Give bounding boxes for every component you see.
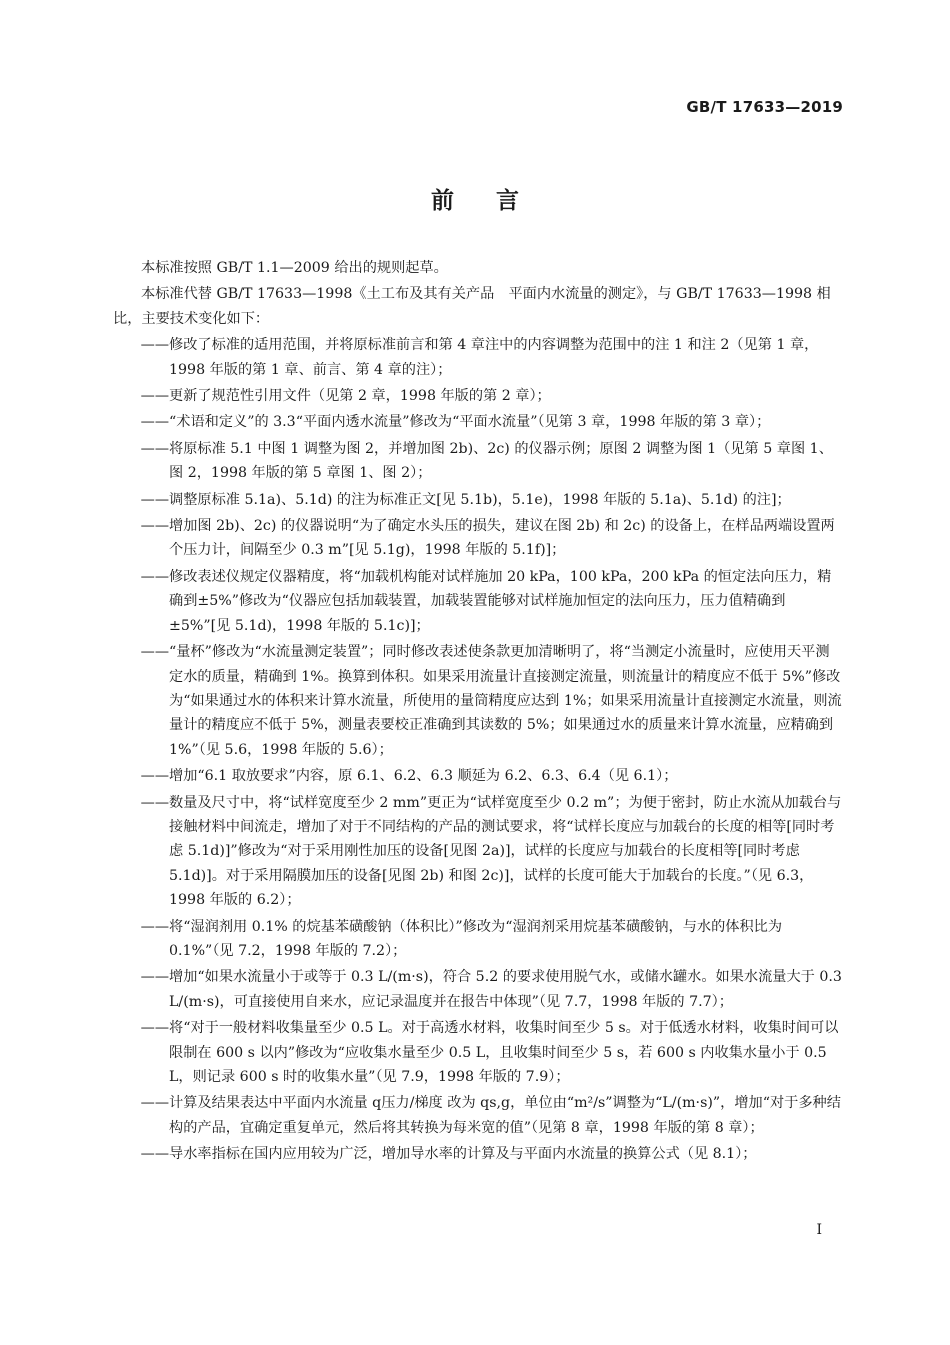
list-item: [113, 565, 843, 638]
dash-marker: ——: [140, 414, 169, 431]
dash-marker: ——: [140, 491, 169, 508]
dash-marker: ——: [140, 644, 169, 661]
foreword-body: [113, 256, 843, 1169]
dash-marker: ——: [140, 1146, 169, 1163]
list-item-text: 增加“如果水流量小于或等于 0.3 L/(m·s)，符合 5.2 的要求使用脱气水，或储水罐水。如果水流量大于 0.3 L/(m·s)，可直接使用自来水，应记录温度并在报告中体现”（见 7.7，1998 年版的 7.7）；: [169, 969, 842, 1010]
list-item: [113, 333, 843, 382]
list-item-text: 更新了规范性引用文件（见第 2 章，1998 年版的第 2 章）；: [169, 388, 551, 405]
dash-marker: ——: [140, 388, 169, 405]
list-item: [113, 384, 843, 408]
list-item: [113, 514, 843, 563]
list-item-text: 调整原标准 5.1a)、5.1d) 的注为标准正文[见 5.1b)，5.1e)，1998 年版的 5.1a)、5.1d) 的注]；: [169, 491, 791, 508]
list-item-text: 增加“6.1 取放要求”内容，原 6.1、6.2、6.3 顺延为 6.2、6.3、6.4（见 6.1）；: [169, 768, 678, 785]
list-item-text: 将“对于一般材料收集量至少 0.5 L。对于高透水材料，收集时间至少 5 s。对于低透水材料，收集时间可以限制在 600 s 以内”修改为“应收集水量至少 0.5 L，且收集时间至少 5 s，若 600 s 内收集水量小于 0.5 L，则记录 600 s 时的收集水量”（见 7.9，1998 年版的 7.9）；: [169, 1020, 839, 1085]
dash-marker: ——: [140, 918, 169, 935]
list-item-text: 数量及尺寸中，将“试样宽度至少 2 mm”更正为“试样宽度至少 0.2 m”；为便于密封，防止水流从加载台与接触材料中间流走，增加了对于不同结构的产品的测试要求，将“试样长度应与加载台的长度的相等[同时考虑 5.1d)]”修改为“对于采用刚性加压的设备[见图 2a)]，试样的长度应与加载台的长度相等[同时考虑 5.1d)]。对于采用隔膜加压的设备[见图 2b) 和图 2c)]，试样的长度可能大于加载台的长度。”（见 6.3，1998 年版的 6.2）；: [169, 794, 842, 909]
list-item: [113, 764, 843, 788]
list-item: [113, 965, 843, 1014]
list-item: [113, 1016, 843, 1089]
list-item-text: 修改了标准的适用范围，并将原标准前言和第 4 章注中的内容调整为范围中的注 1 和注 2（见第 1 章，1998 年版的第 1 章、前言、第 4 章的注）；: [169, 337, 819, 378]
paragraph: 本标准代替 GB/T 17633—1998《土工布及其有关产品 平面内水流量的测定》，与 GB/T 17633—1998 相比，主要技术变化如下：: [113, 286, 831, 327]
dash-marker: ——: [140, 794, 169, 811]
list-item-text: 计算及结果表达中平面内水流量 q压力/梯度 改为 qs,g，单位由“m²/s”调整为“L/(m·s)”，增加“对于多种结构的产品，宜确定重复单元，然后将其转换为每米宽的值”（见第 8 章，1998 年版的第 8 章）；: [169, 1095, 841, 1136]
list-item-text: 导水率指标在国内应用较为广泛，增加导水率的计算及与平面内水流量的换算公式（见 8.1）；: [169, 1146, 757, 1163]
dash-marker: ——: [140, 568, 169, 585]
dash-marker: ——: [140, 337, 169, 354]
list-item: [113, 640, 843, 762]
dash-marker: ——: [140, 440, 169, 457]
list-item-text: 将“湿润剂用 0.1% 的烷基苯磺酸钠（体积比）”修改为“湿润剂采用烷基苯磺酸钠，与水的体积比为 0.1%”（见 7.2，1998 年版的 7.2）；: [169, 918, 783, 959]
list-item: [113, 1091, 843, 1140]
dash-marker: ——: [140, 1020, 169, 1037]
list-item: [113, 791, 843, 913]
list-item-text: 增加图 2b)、2c) 的仪器说明“为了确定水头压的损失，建议在图 2b) 和 2c) 的设备上，在样品两端设置两个压力计，间隔至少 0.3 m”[见 5.1g)，1998 年版的 5.1f)]；: [169, 518, 835, 559]
list-item: [113, 488, 843, 512]
dash-marker: ——: [140, 1095, 169, 1112]
list-item-text: 将原标准 5.1 中图 1 调整为图 2，并增加图 2b)、2c) 的仪器示例；原图 2 调整为图 1（见第 5 章图 1、图 2，1998 年版的第 5 章图 1、图 2）；: [169, 440, 833, 482]
list-item: [113, 410, 843, 434]
list-item-text: “量杯”修改为“水流量测定装置”；同时修改表述使条款更加清晰明了，将“当测定小流量时，应使用天平测定水的质量，精确到 1%。换算到体积。如果采用流量计直接测定流量，则流量计的精度应不低于 5%”修改为“如果通过水的体积来计算水流量，所使用的量筒精度应达到 1%；如果采用流量计直接测定水流量，则流量计的精度应不低于 5%，测量表要校正准确到其读数的 5%；如果通过水的质量来计算水流量，应精确到 1%”（见 5.6，1998 年版的 5.6）；: [169, 644, 842, 758]
page-title: 前言: [431, 188, 561, 214]
list-item: [113, 437, 843, 486]
list-item: [113, 1142, 843, 1166]
paragraph: 本标准按照 GB/T 1.1—2009 给出的规则起草。: [141, 260, 448, 276]
standard-code: GB/T 17633—2019: [686, 98, 843, 116]
dash-marker: ——: [140, 969, 169, 986]
list-item-text: “术语和定义”的 3.3“平面内透水流量”修改为“平面水流量”（见第 3 章，1998 年版的第 3 章）；: [169, 414, 771, 431]
page-number: Ⅰ: [816, 1222, 822, 1238]
list-item: [113, 915, 843, 964]
dash-marker: ——: [140, 768, 169, 785]
dash-marker: ——: [140, 518, 169, 535]
list-item-text: 修改表述仪规定仪器精度，将“加载机构能对试样施加 20 kPa，100 kPa，200 kPa 的恒定法向压力，精确到±5%”修改为“仪器应包括加载装置，加载装置能够对试样施加恒定的法向压力，压力值精确到±5%”[见 5.1d)，1998 年版的 5.1c)]；: [169, 568, 832, 634]
